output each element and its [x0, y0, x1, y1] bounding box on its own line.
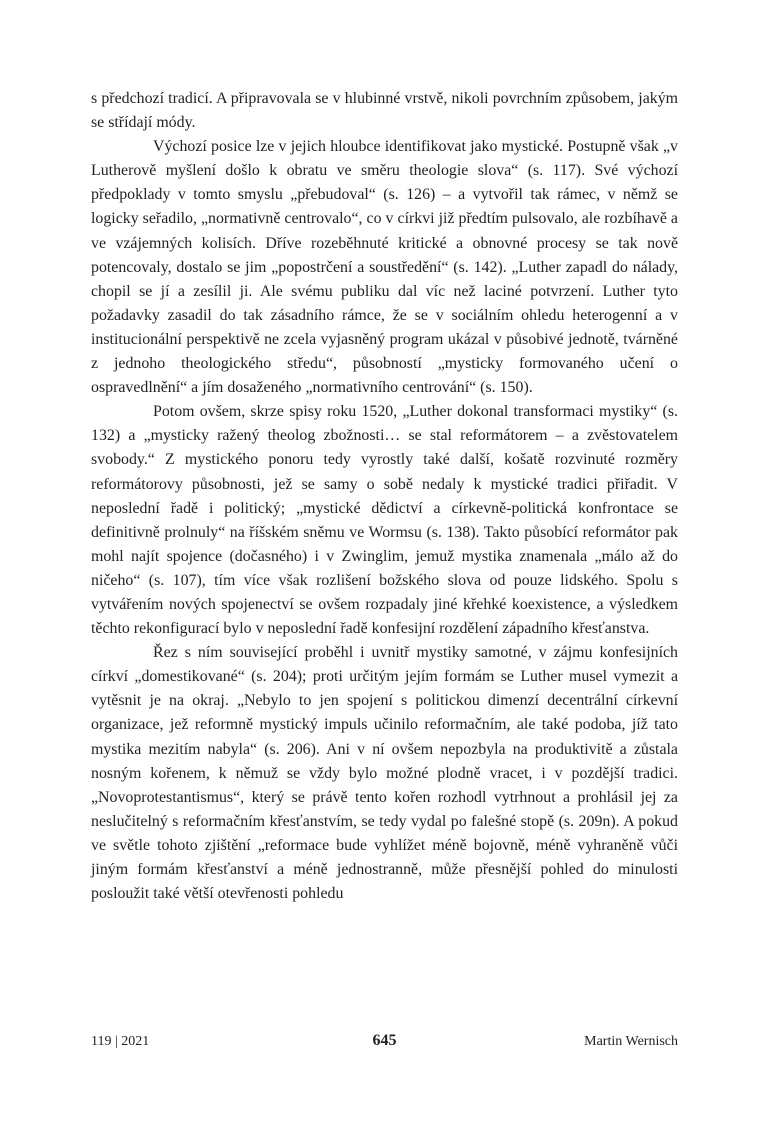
page-number: 645	[372, 1032, 397, 1049]
paragraph-continuation: s předchozí tradicí. A připravovala se v hlubinné vrstvě, nikoli povrchním způsobem, jakým se střídají módy.	[91, 90, 678, 132]
paragraph-cut-in-mysticism: Řez s ním související proběhl i uvnitř mystiky samotné, v zájmu konfesijních církví „domestikované“ (s. 204); proti určitým jejím formám se Luther musel vymezit a vytěsnit je na okraj. „Nebylo to jen spojení s politickou dimenzí decentrální církevní organizace, jež reformně mystický impuls učinilo reformačním, ale také podoba, jíž tato mystika mezitím nabyla“ (s. 206). Ani v ní ovšem nepozbyla na produktivitě a zůstala nosným kořenem, k němuž se vždy bylo možné plodně vracet, i v pozdější tradici. „Novoprotestantismus“, který se právě tento kořen rozhodl vytrhnout a prohlásil jej za neslučitelný s reformačním křesťanstvím, se tedy vydal po falešné stopě (s. 209n). A pokud ve světle tohoto zjištění „reformace bude vyhlížet méně bojovně, méně vyhraněně vůči jiným formám křesťanství a méně jednostranně, může přesnější pohled do minulosti posloužit také větší otevřenosti pohledu	[91, 644, 678, 903]
paragraph-mystical-positions: Výchozí posice lze v jejich hloubce identifikovat jako mystické. Postupně však „v Lutherově myšlení došlo k obratu ve směru theologie slova“ (s. 117). Své výchozí předpoklady v tomto smyslu „přebudoval“ (s. 126) – a vytvořil tak rámec, v němž se logicky seřadilo, „normativně centrovalo“, co v církvi již předtím pulsovalo, ale rozbíhavě a ve vzájemných kolisích. Dříve rozeběhnuté kritické a obnovné procesy se tak nově potencovaly, dostalo se jim „popostrčení a soustředění“ (s. 142). „Luther zapadl do nálady, chopil se jí a zesílil ji. Ale svému publiku dal víc než laciné potvrzení. Luther tyto požadavky zasadil do tak zásadního rámce, že se v sociálním ohledu heterogenní a v institucionální perspektivě ne zcela vyjasněný program ukázal v působivé jednotě, tvárněné z jednoho theologického středu“, působností „mysticky formovaného učení o ospravedlnění“ a jím dosaženého „normativního centrování“ (s. 150).	[91, 138, 678, 397]
author-name: Martin Wernisch	[584, 1034, 678, 1049]
page-footer	[91, 1034, 678, 1058]
paragraph-transformation: Potom ovšem, skrze spisy roku 1520, „Luther dokonal transformaci mystiky“ (s. 132) a „mysticky ražený theolog zbožnosti… se stal reformátorem – a zvěstovatelem svobody.“ Z mystického ponoru tedy vyrostly také další, košatě rozvinuté rozměry reformátorovy působnosti, jež se samy o sobě nedaly k mystické tradici přiřadit. V neposlední řadě i politický; „mystické dědictví a církevně-politická konfrontace se definitivně prolnuly“ na říšském sněmu ve Wormsu (s. 138). Takto působící reformátor pak mohl najít spojence (dočasného) i v Zwinglim, jemuž mystika znamenala „málo až do ničeho“ (s. 107), tím více však rozlišení božského slova od pouze lidského. Spolu s vytvářením nových spojenectví se ovšem rozpadaly jiné křehké koexistence, a výsledkem těchto rekonfigurací bylo v neposlední řadě konfesijní rozdělení západního křesťanstva.	[91, 403, 678, 638]
article-body	[91, 87, 678, 906]
issue-label: 119 | 2021	[91, 1034, 150, 1049]
